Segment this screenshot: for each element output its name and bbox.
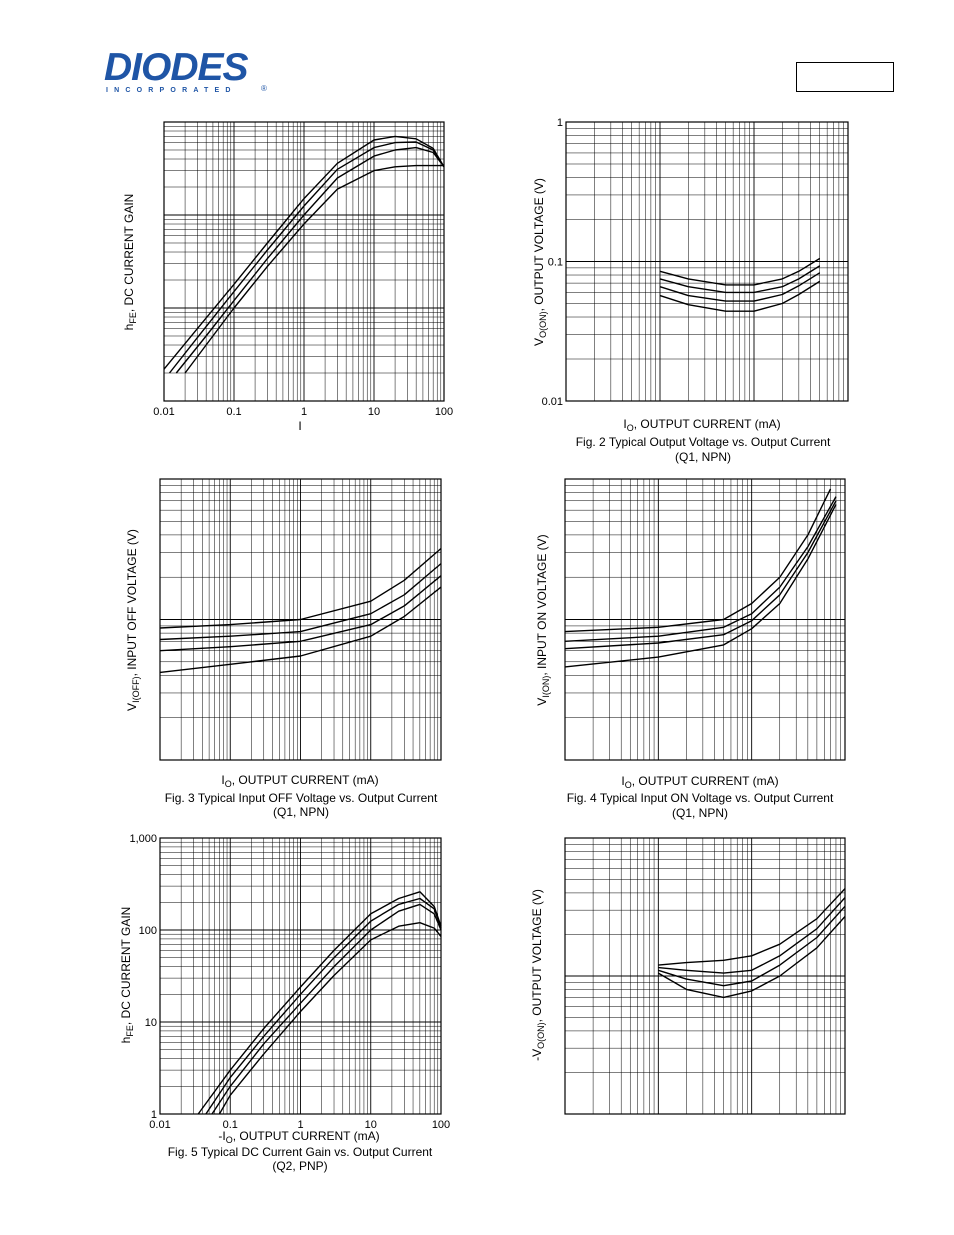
x-tick-label: 0.1 [222,1119,238,1131]
x-axis-label: $-I_O$, OUTPUT CURRENT (mA) [218,1129,380,1145]
chart-title: Fig. 3 Typical Input OFF Voltage vs. Output Current [164,791,438,805]
y-tick-label: 1 [150,1109,157,1121]
series-line-2 [660,266,820,293]
y-axis-label: $-V_{O(ON)}$, OUTPUT VOLTAGE (V) [530,889,546,1061]
series-line-3 [176,148,444,373]
x-tick-label: 10 [367,406,381,418]
x-tick-label: 10 [364,1119,377,1131]
fig4-chart [535,479,845,820]
x-tick-label: 100 [431,1119,451,1131]
y-axis-label: $h_{FE}$, DC CURRENT GAIN [122,193,138,331]
x-tick-label: 1 [297,1119,304,1131]
y-axis-label: $V_{O(ON)}$, OUTPUT VOLTAGE (V) [532,178,548,346]
x-tick-label: 1 [300,406,308,418]
grid [565,479,845,760]
logo-subtitle: INCORPORATED [106,87,237,94]
fig5-chart [119,833,450,1173]
chart-subtitle: (Q2, PNP) [272,1159,328,1173]
series-line-4 [185,166,444,373]
chart-title: Fig. 5 Typical DC Current Gain vs. Output Current [167,1145,433,1159]
chart-title: Fig. 4 Typical Input ON Voltage vs. Output Current [566,791,834,805]
logo-wordmark: DIODES [104,46,248,89]
grid [565,838,845,1114]
y-axis-label: $V_{I(ON)}$, INPUT ON VOLTAGE (V) [535,534,551,706]
y-axis-label: $V_{I(OFF)}$, INPUT OFF VOLTAGE (V) [125,529,141,711]
grid [566,122,848,401]
fig2-chart [532,117,848,464]
x-tick-label: 100 [434,406,454,418]
series-line-4 [219,923,441,1114]
series-line-3 [565,501,836,649]
series-line-4 [565,504,836,667]
y-tick-label: 1,000 [129,833,157,845]
y-tick-label: 0.01 [541,396,563,408]
grid [164,122,444,401]
fig1-chart [122,122,453,433]
x-axis-label: $I_O$, OUTPUT CURRENT (mA) [621,774,779,790]
chart-subtitle: (Q1, NPN) [671,806,729,820]
fig3-chart [125,479,441,819]
registered-mark: ® [261,84,267,93]
y-tick-label: 0.1 [547,256,563,269]
chart-title: Fig. 2 Typical Output Voltage vs. Output Current [575,435,831,449]
y-tick-label: 1 [556,117,563,129]
fig6-chart [530,838,845,1114]
x-axis-label: $I_O$, OUTPUT CURRENT (mA) [623,417,781,433]
grid [160,838,441,1114]
y-axis-label: $h_{FE}$, DC CURRENT GAIN [119,906,135,1044]
y-tick-label: 10 [144,1017,157,1029]
chart-subtitle: (Q1, NPN) [272,805,330,819]
chart-subtitle: (Q1, NPN) [674,450,732,464]
y-tick-label: 100 [138,925,157,937]
x-axis-label: $I_O$, OUTPUT CURRENT (mA) [221,773,379,789]
x-tick-label: 0.1 [226,406,242,418]
series-line-3 [212,904,441,1114]
x-tick-label: 0.01 [149,1119,171,1131]
x-axis-label: I [298,419,302,433]
x-tick-label: 0.01 [153,406,175,418]
